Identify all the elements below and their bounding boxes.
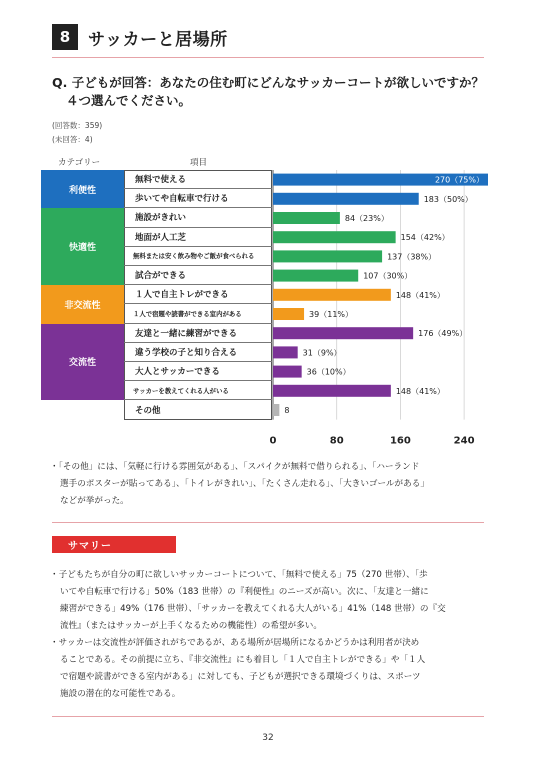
x-tick-label: 0 — [269, 435, 277, 447]
item-label: １人で宿題や読書ができる室内がある — [124, 304, 272, 323]
summary-line: 練習ができる」49%（176 世帯）、「サッカーを教えてくれる大人がいる」41%（148 世帯）の『交 — [60, 604, 446, 614]
bar — [273, 212, 340, 224]
note-line: ・「その他」には、「気軽に行ける雰囲気がある」、「スパイクが無料で借りられる」、「ハーランド — [50, 462, 420, 472]
item-label: 試合ができる — [124, 266, 272, 285]
item-label: 施設がきれい — [124, 208, 272, 227]
summary-divider — [52, 522, 484, 523]
item-label: その他 — [135, 405, 161, 416]
note-line: などが挙がった。 — [60, 496, 129, 506]
bar — [273, 231, 396, 243]
footer-divider — [52, 716, 484, 717]
category-label: 非交流性 — [41, 285, 124, 323]
bar-value-label: 36（10%） — [306, 367, 351, 377]
item-label: 違う学校の子と知り合える — [124, 343, 272, 362]
category-column-header: カテゴリー — [58, 158, 101, 168]
item-label: 地面が人工芝 — [124, 228, 272, 247]
bar — [273, 270, 358, 282]
other-answers-note — [50, 459, 490, 510]
x-tick-label: 80 — [329, 435, 344, 447]
item-label: 歩いてや自転車で行ける — [124, 189, 272, 208]
bar — [273, 289, 391, 301]
summary-line: ることである。その前提に立ち、『非交流性』にも着目し「１人で自主トレができる」や「１人 — [60, 655, 426, 665]
summary-paragraph-1 — [50, 567, 494, 635]
summary-line: ・サッカーは交流性が評価されがちであるが、ある場所が居場所になるかどうかは利用者が決め — [50, 638, 420, 648]
bar-value-label: 84（23%） — [344, 214, 389, 223]
summary-line: 流性』（またはサッカーが上手くなるための機能性）の希望が多い。 — [60, 621, 322, 631]
page-number: 32 — [262, 733, 274, 743]
bar-value-label: 31（9%） — [302, 348, 342, 358]
bar — [273, 385, 391, 397]
bar-value-label: 107（30%） — [363, 271, 413, 281]
section-number-badge: 8 — [52, 24, 78, 50]
bar — [273, 308, 304, 320]
item-label: 大人とサッカーできる — [124, 362, 272, 381]
x-tick-label: 240 — [453, 435, 475, 447]
bar-value-label: 148（41%） — [395, 290, 445, 300]
response-count: (回答数：359) — [52, 121, 103, 130]
bar — [273, 193, 419, 205]
bar — [273, 327, 413, 339]
bar-value-label: 148（41%） — [395, 386, 445, 396]
item-label: 友達と一緒に練習ができる — [124, 324, 272, 343]
item-label: １人で自主トレができる — [124, 285, 272, 304]
question-line-1: Q. 子どもが回答：あなたの住む町にどんなサッカーコートが欲しいですか？ — [52, 75, 484, 90]
bar-value-label: 183（50%） — [423, 194, 473, 204]
summary-text — [50, 567, 494, 703]
note-line: 選手のポスターが貼ってある」、「トイレがきれい」、「たくさん走れる」、「大きいゴールがある」 — [60, 479, 429, 489]
x-tick-label: 160 — [389, 435, 411, 447]
no-answer-count: (未回答：4) — [52, 135, 93, 144]
category-label: 快適性 — [41, 208, 124, 285]
bar — [273, 404, 279, 416]
category-label: 利便性 — [41, 170, 124, 208]
summary-line: で宿題や読書ができる室内がある」に対しても、子どもが選択できる環境づくりは、スポーツ — [60, 672, 421, 682]
bar — [273, 346, 298, 358]
bar — [273, 250, 382, 262]
bar-value-label: 176（49%） — [418, 329, 468, 339]
bar-value-label: 8 — [284, 406, 290, 415]
item-column-header: 項目 — [190, 158, 208, 168]
bar-value-label: 154（42%） — [400, 233, 450, 243]
summary-paragraph-2 — [50, 635, 494, 703]
bar-value-label: 270（75%） — [434, 175, 484, 185]
summary-line: いてや自転車で行ける」50%（183 世帯）の『利便性』のニーズが高い。次に、「友達と一緒に — [60, 587, 429, 597]
item-label: サッカーを教えてくれる人がいる — [124, 381, 272, 400]
bar-value-label: 39（11%） — [309, 310, 354, 319]
section-title: サッカーと居場所 — [88, 29, 228, 50]
bar-value-label: 137（38%） — [387, 252, 437, 262]
summary-line: 施設の潜在的な可能性である。 — [60, 689, 181, 699]
category-label: 交流性 — [41, 324, 124, 401]
summary-heading: サマリー — [52, 536, 176, 553]
summary-line: ・子どもたちが自分の町に欲しいサッカーコートについて、「無料で使える」75（270 世帯）、「歩 — [50, 570, 428, 580]
item-label: 無料または安く飲み物やご飯が食べられる — [124, 247, 272, 266]
item-label: 無料で使える — [124, 170, 272, 189]
question-line-2: ４つ選んでください。 — [66, 93, 192, 108]
bar — [273, 366, 302, 378]
